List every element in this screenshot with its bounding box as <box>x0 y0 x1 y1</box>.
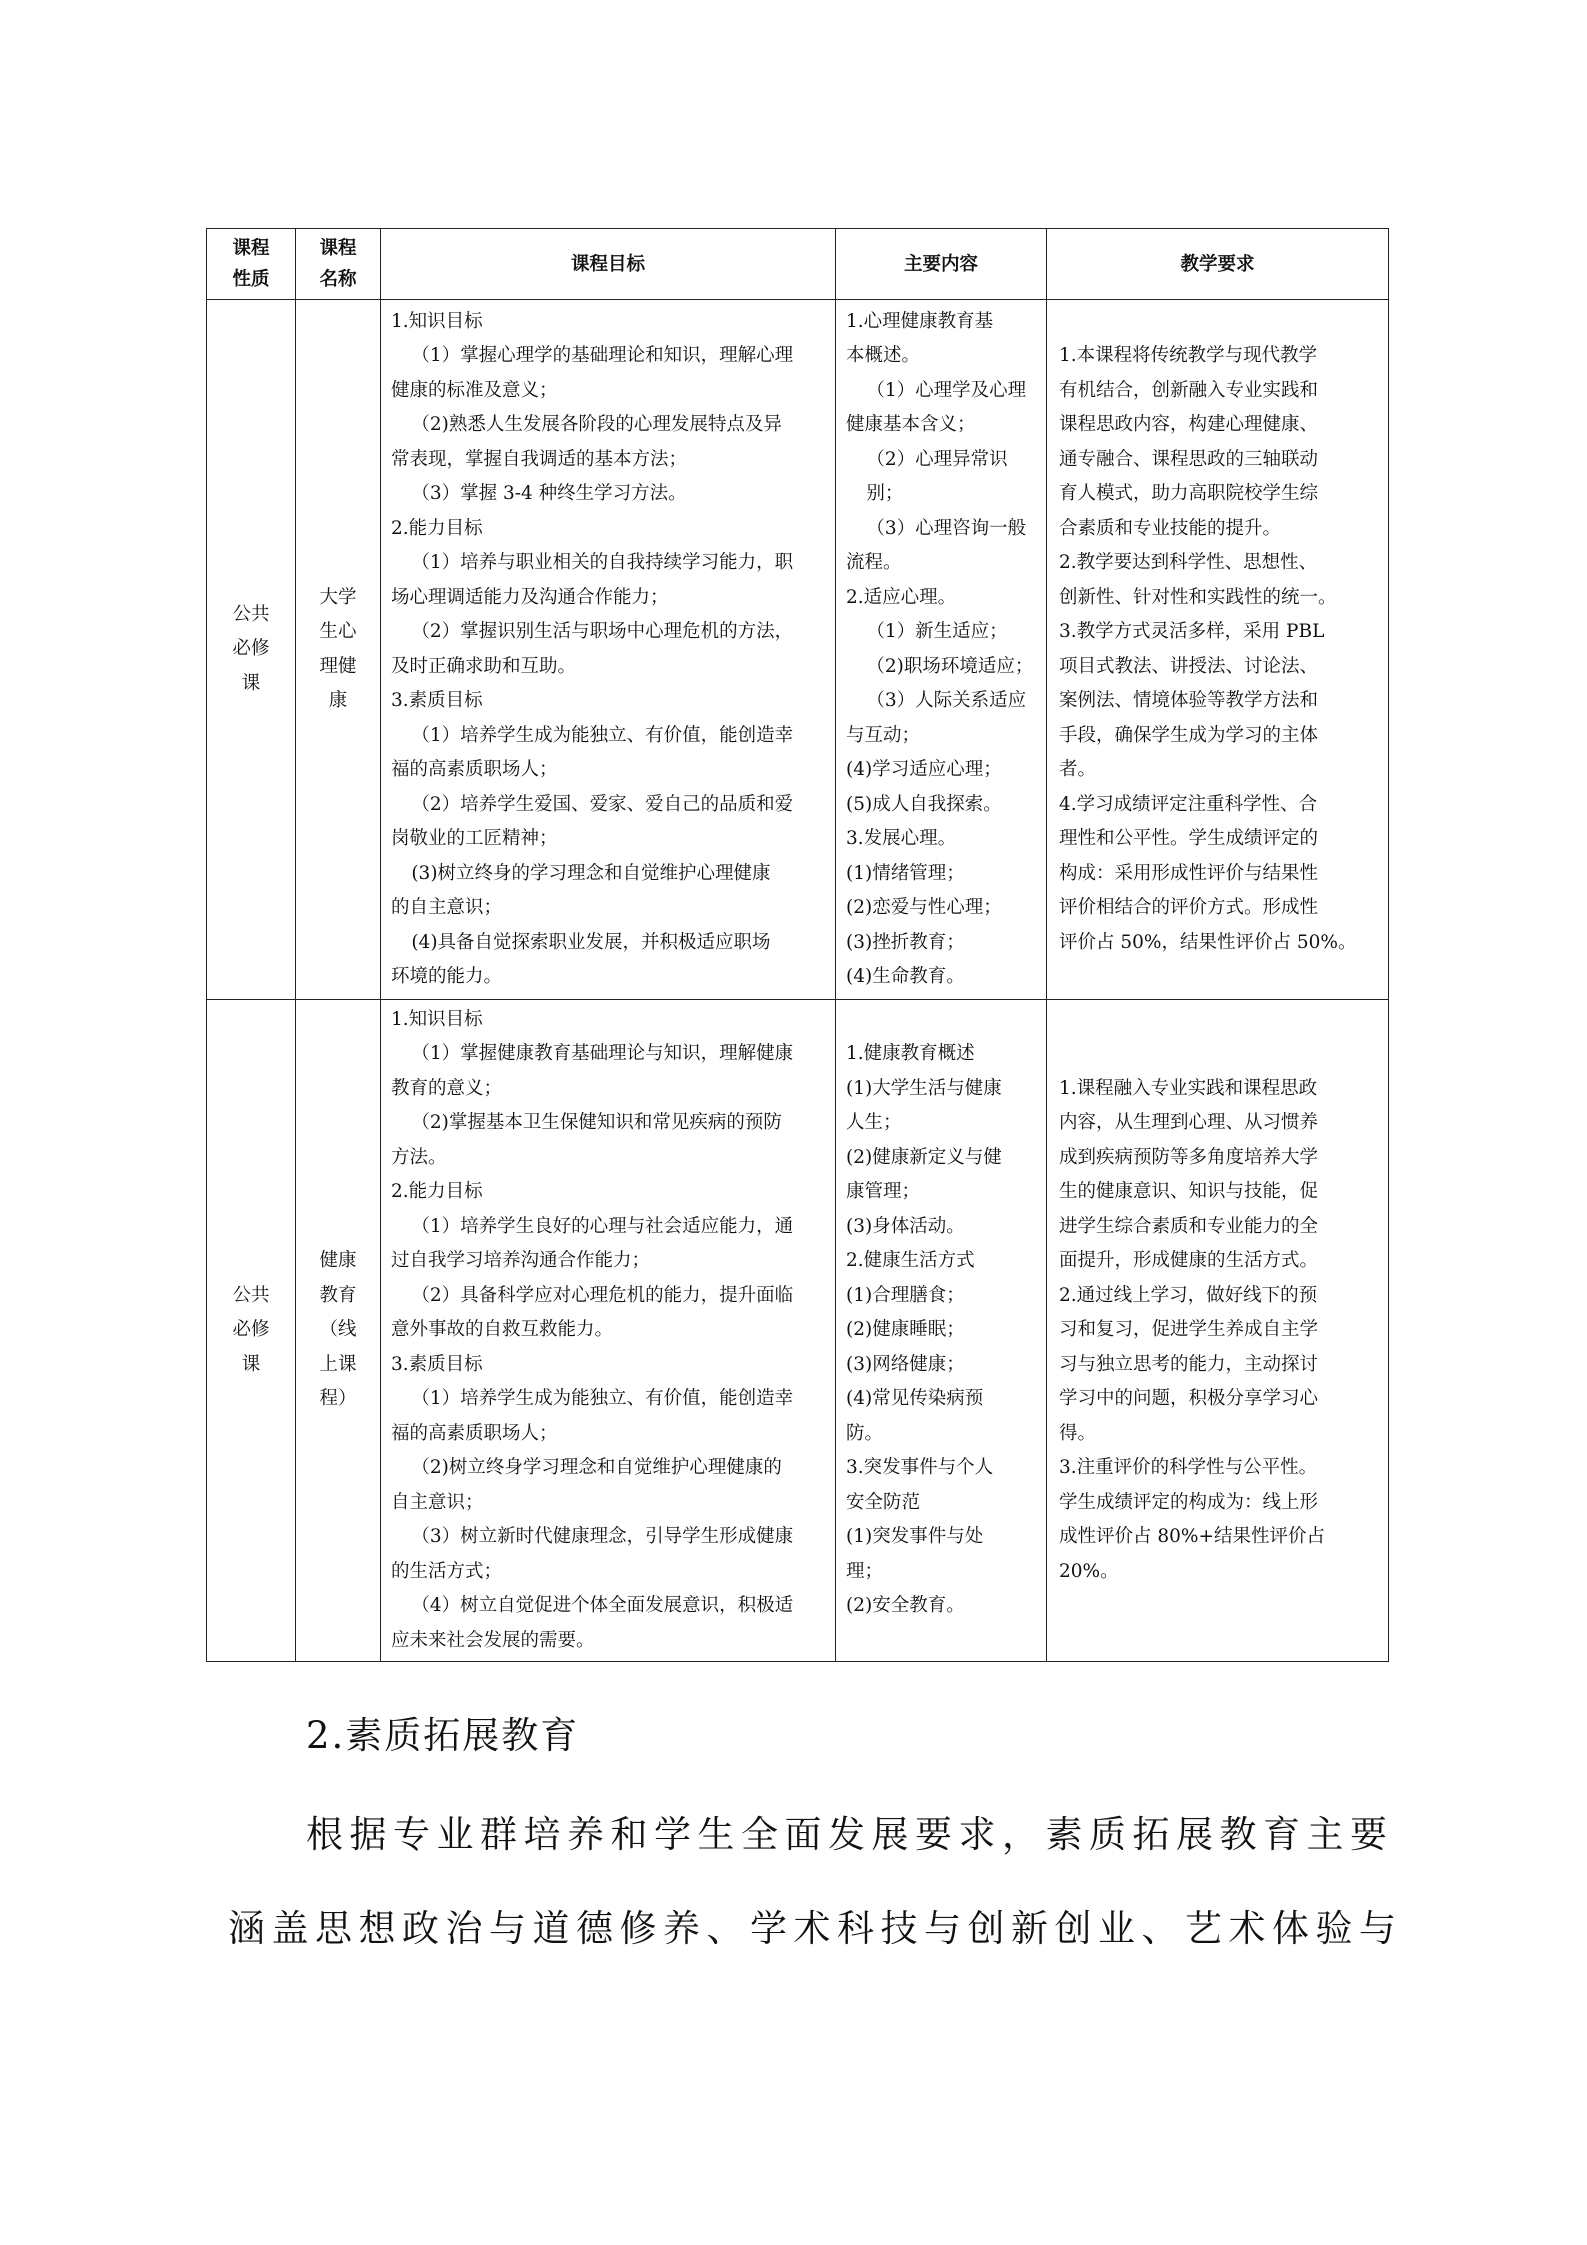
cell-line: 1.知识目标 <box>391 1008 483 1030</box>
cell-line: 评价相结合的评价方式。形成性 <box>1059 897 1319 918</box>
cell-line: (2)健康睡眠； <box>846 1319 965 1341</box>
cell-line: 福的高素质职场人； <box>391 1422 558 1444</box>
header-teaching-requirement: 教学要求 <box>1047 229 1389 300</box>
cell-line: 1.心理健康教育基 <box>846 310 994 332</box>
cell-line: (4)常见传染病预 <box>846 1388 984 1410</box>
cell-line: 1.课程融入专业实践和课程思政 <box>1059 1077 1318 1099</box>
cell-line: 2.适应心理。 <box>846 586 957 608</box>
cell-line: 项目式教法、讲授法、讨论法、 <box>1059 655 1319 677</box>
cell-line: 2.能力目标 <box>391 517 483 539</box>
cell-line: 应未来社会发展的需要。 <box>391 1629 595 1651</box>
cell-line: 成性评价占 80%+结果性评价占 <box>1059 1526 1326 1548</box>
cell-line: 1.本课程将传统教学与现代教学 <box>1059 345 1318 366</box>
cell-line: 面提升，形成健康的生活方式。 <box>1059 1250 1319 1272</box>
cell-line: 康管理； <box>846 1181 921 1203</box>
cell-line: 健康的标准及意义； <box>391 379 558 401</box>
cell-line: 3.突发事件与个人 <box>846 1457 994 1479</box>
table-row <box>207 300 1389 1000</box>
cell-line: （2)职场环境适应； <box>866 655 1034 677</box>
cell-line: 2.通过线上学习，做好线下的预 <box>1059 1284 1318 1306</box>
teaching-requirement-cell <box>1047 300 1389 1000</box>
cell-line: 场心理调适能力及沟通合作能力； <box>391 586 669 608</box>
cell-line: （1）培养学生成为能独立、有价值，能创造幸 <box>411 724 794 746</box>
cell-line: 理性和公平性。学生成绩评定的 <box>1059 828 1319 849</box>
cell-line: (4)学习适应心理； <box>846 759 1002 780</box>
cell-line: 成到疾病预防等多角度培养大学 <box>1059 1146 1319 1168</box>
cell-line: （1）掌握心理学的基础理论和知识，理解心理 <box>411 345 794 366</box>
cell-line: （3）树立新时代健康理念，引导学生形成健康 <box>411 1526 794 1548</box>
cell-line: (3)身体活动。 <box>846 1215 965 1237</box>
cell-line: 安全防范 <box>846 1491 921 1513</box>
cell-line: 构成：采用形成性评价与结果性 <box>1059 862 1319 884</box>
cell-line: 意外事故的自救互救能力。 <box>391 1319 614 1341</box>
cell-line: 环境的能力。 <box>391 966 503 987</box>
cell-line: (1)情绪管理； <box>846 862 965 884</box>
cell-line: 1.知识目标 <box>391 310 483 332</box>
cell-line: 本概述。 <box>846 345 921 366</box>
main-content-cell <box>836 1000 1047 1662</box>
cell-line: 3.教学方式灵活多样，采用 PBL <box>1059 621 1325 642</box>
cell-line: (3)挫折教育； <box>846 931 965 953</box>
section-heading: 2.素质拓展教育 <box>306 1714 580 1757</box>
cell-line: （2）心理异常识别； <box>866 448 1008 504</box>
course-goal-cell <box>381 300 836 1000</box>
cell-line: 与互动； <box>846 724 921 746</box>
cell-line: 3.素质目标 <box>391 1353 483 1375</box>
cell-line: 学生成绩评定的构成为：线上形 <box>1059 1491 1319 1513</box>
course-name-cell: 大学 生心 理健 康 <box>296 300 381 1000</box>
cell-line: 进学生综合素质和专业能力的全 <box>1059 1215 1319 1237</box>
cell-line: 习与独立思考的能力，主动探讨 <box>1059 1353 1319 1375</box>
cell-line: 3.注重评价的科学性与公平性。 <box>1059 1457 1318 1479</box>
cell-line: (2)恋爱与性心理； <box>846 897 1002 918</box>
cell-line: （1）新生适应； <box>866 621 1008 642</box>
cell-line: (3)树立终身的学习理念和自觉维护心理健康 <box>411 862 771 884</box>
cell-line: （3）掌握 3-4 种终生学习方法。 <box>411 483 687 504</box>
cell-line: 合素质和专业技能的提升。 <box>1059 517 1282 539</box>
cell-line: 健康基本含义； <box>846 414 976 435</box>
cell-line: 及时正确求助和互助。 <box>391 655 577 677</box>
cell-line: 常表现，掌握自我调适的基本方法； <box>391 448 688 470</box>
cell-line: （4）树立自觉促进个体全面发展意识，积极适 <box>411 1595 794 1617</box>
teaching-requirement-cell <box>1047 1000 1389 1662</box>
cell-line: 手段，确保学生成为学习的主体 <box>1059 724 1319 746</box>
cell-line: 教育的意义； <box>391 1077 503 1099</box>
cell-line: (3)网络健康； <box>846 1353 965 1375</box>
cell-line: 的自主意识； <box>391 897 503 918</box>
cell-line: 创新性、针对性和实践性的统一。 <box>1059 586 1337 608</box>
cell-line: （1）培养与职业相关的自我持续学习能力，职 <box>411 552 794 573</box>
cell-line: （2）培养学生爱国、爱家、爱自己的品质和爱 <box>411 793 794 815</box>
cell-line: 过自我学习培养沟通合作能力； <box>391 1250 651 1272</box>
cell-line: 4.学习成绩评定注重科学性、合 <box>1059 793 1318 815</box>
course-type-cell: 公共 必修 课 <box>207 1000 296 1662</box>
cell-line: 理； <box>846 1560 884 1582</box>
cell-line: （1）心理学及心理 <box>866 379 1027 401</box>
cell-line: 者。 <box>1059 759 1097 780</box>
main-content-cell <box>836 300 1047 1000</box>
cell-line: （2）具备科学应对心理危机的能力，提升面临 <box>411 1284 794 1306</box>
cell-line: 案例法、情境体验等教学方法和 <box>1059 690 1319 711</box>
cell-line: 人生； <box>846 1112 902 1134</box>
cell-line: 2.教学要达到科学性、思想性、 <box>1059 552 1318 573</box>
cell-line: (5)成人自我探索。 <box>846 793 1002 815</box>
cell-line: 福的高素质职场人； <box>391 759 558 780</box>
header-course-name: 课程 名称 <box>296 229 381 300</box>
cell-line: 得。 <box>1059 1422 1097 1444</box>
cell-line: （1）掌握健康教育基础理论与知识，理解健康 <box>411 1043 794 1065</box>
course-table <box>206 228 1389 1662</box>
cell-line: （2）掌握识别生活与职场中心理危机的方法， <box>411 621 794 642</box>
cell-line: 防。 <box>846 1422 884 1444</box>
cell-line: 自主意识； <box>391 1491 484 1513</box>
cell-line: 3.素质目标 <box>391 690 483 711</box>
cell-line: 流程。 <box>846 552 902 573</box>
cell-line: 生的健康意识、知识与技能，促 <box>1059 1181 1319 1203</box>
cell-line: 育人模式，助力高职院校学生综 <box>1059 483 1319 504</box>
cell-line: 20%。 <box>1059 1560 1119 1582</box>
cell-line: (1)合理膳食； <box>846 1284 965 1306</box>
table-header-row <box>207 229 1389 300</box>
cell-line: (1)突发事件与处 <box>846 1526 984 1548</box>
cell-line: 2.能力目标 <box>391 1181 483 1203</box>
paragraph-line: 涵盖思想政治与道德修养、学术科技与创新创业、艺术体验与 <box>228 1907 1403 1950</box>
cell-line: （1）培养学生成为能独立、有价值，能创造幸 <box>411 1388 794 1410</box>
cell-line: 课程思政内容，构建心理健康、 <box>1059 414 1319 435</box>
header-course-goal: 课程目标 <box>381 229 836 300</box>
course-goal-cell <box>381 1000 836 1662</box>
cell-line: 评价占 50%，结果性评价占 50%。 <box>1059 931 1357 953</box>
paragraph-line: 根据专业群培养和学生全面发展要求，素质拓展教育主要 <box>306 1813 1394 1856</box>
cell-line: 学习中的问题，积极分享学习心 <box>1059 1388 1319 1410</box>
cell-line: 1.健康教育概述 <box>846 1043 975 1065</box>
cell-line: （2)掌握基本卫生保健知识和常见疾病的预防 <box>411 1112 782 1134</box>
cell-line: （1）培养学生良好的心理与社会适应能力，通 <box>411 1215 794 1237</box>
cell-line: 岗敬业的工匠精神； <box>391 828 558 849</box>
cell-line: (2)安全教育。 <box>846 1595 965 1617</box>
cell-line: （3）人际关系适应 <box>866 690 1027 711</box>
course-type-cell: 公共 必修 课 <box>207 300 296 1000</box>
cell-line: 方法。 <box>391 1146 447 1168</box>
cell-line: (4)生命教育。 <box>846 966 965 987</box>
cell-line: 通专融合、课程思政的三轴联动 <box>1059 448 1319 470</box>
cell-line: (2)健康新定义与健 <box>846 1146 1002 1168</box>
cell-line: （2)树立终身学习理念和自觉维护心理健康的 <box>411 1457 782 1479</box>
cell-line: 3.发展心理。 <box>846 828 957 849</box>
cell-line: 习和复习，促进学生养成自主学 <box>1059 1319 1319 1341</box>
cell-line: （2)熟悉人生发展各阶段的心理发展特点及异 <box>411 414 782 435</box>
header-main-content: 主要内容 <box>836 229 1047 300</box>
cell-line: (4)具备自觉探索职业发展，并积极适应职场 <box>411 931 771 953</box>
cell-line: (1)大学生活与健康 <box>846 1077 1002 1099</box>
cell-line: 2.健康生活方式 <box>846 1250 975 1272</box>
table-row <box>207 1000 1389 1662</box>
course-name-cell: 健康 教育 （线 上课 程） <box>296 1000 381 1662</box>
header-course-type: 课程 性质 <box>207 229 296 300</box>
cell-line: 内容，从生理到心理、从习惯养 <box>1059 1112 1319 1134</box>
cell-line: 的生活方式； <box>391 1560 503 1582</box>
cell-line: （3）心理咨询一般 <box>866 517 1027 539</box>
cell-line: 有机结合，创新融入专业实践和 <box>1059 379 1319 401</box>
